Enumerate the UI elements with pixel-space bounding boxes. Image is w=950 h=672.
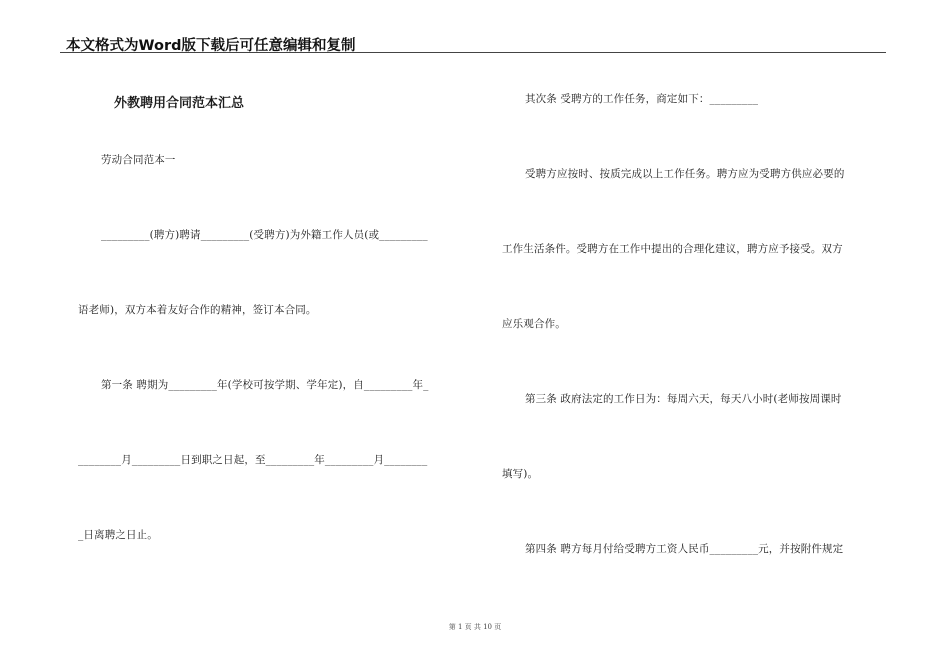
paragraph-line: 第三条 政府法定的工作日为：每周六天，每天八小时(老师按周课时 bbox=[525, 393, 842, 405]
paragraph-line: _日离聘之日止。 bbox=[78, 529, 158, 541]
paragraph-line: 第四条 聘方每月付给受聘方工资人民币_________元，并按附件规定 bbox=[525, 543, 844, 555]
paragraph-line: 第一条 聘期为_________年(学校可按学期、学年定)，自_________年_ bbox=[101, 379, 429, 391]
header-divider bbox=[60, 52, 886, 53]
document-title: 外教聘用合同范本汇总 bbox=[114, 96, 245, 111]
paragraph-line: 其次条 受聘方的工作任务，商定如下：_________ bbox=[525, 93, 759, 105]
paragraph-line: 填写)。 bbox=[502, 468, 539, 480]
paragraph-line: 语老师)，双方本着友好合作的精神，签订本合同。 bbox=[78, 304, 317, 316]
paragraph-line: _________(聘方)聘请_________(受聘方)为外籍工作人员(或_________ bbox=[101, 229, 428, 241]
paragraph-line: 受聘方应按时、按质完成以上工作任务。聘方应为受聘方供应必要的 bbox=[525, 168, 845, 180]
paragraph-line: 劳动合同范本一 bbox=[101, 154, 176, 166]
document-banner: 本文格式为Word版下载后可任意编辑和复制 bbox=[66, 38, 356, 54]
page-indicator: 第 1 页 共 10 页 bbox=[448, 623, 502, 631]
paragraph-line: 工作生活条件。受聘方在工作中提出的合理化建议，聘方应予接受。双方 bbox=[502, 243, 843, 255]
paragraph-line: 应乐观合作。 bbox=[502, 318, 566, 330]
paragraph-line: ________月_________日到职之日起，至_________年_________月________ bbox=[78, 454, 428, 466]
